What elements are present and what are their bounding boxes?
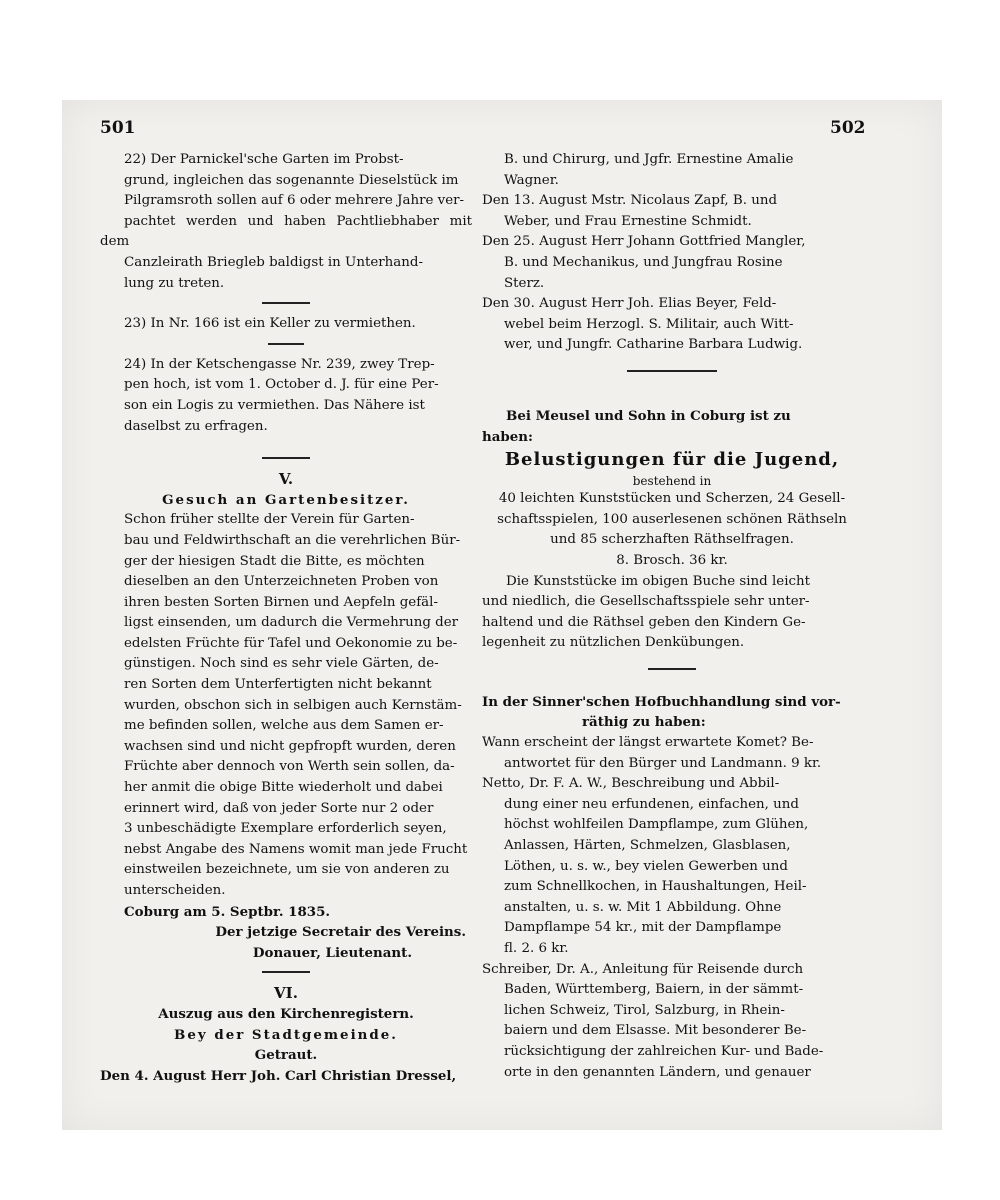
sinner-intro — [482, 692, 862, 733]
book-entry-netto — [482, 774, 862, 959]
text-line: nebst Angabe des Namens womit man jede Frucht — [124, 841, 468, 857]
marriage-entry — [482, 191, 862, 232]
text-line: webel beim Herzogl. S. Militair, auch Witt- — [504, 316, 794, 332]
text-line: rücksichtigung der zahlreichen Kur- und Bade- — [504, 1043, 824, 1059]
left-column — [100, 150, 472, 1086]
text-line: edelsten Früchte für Tafel und Oekonomie zu be- — [124, 635, 458, 651]
text-line: son ein Logis zu vermiethen. Das Nähere ist — [124, 397, 425, 413]
text-line: dung einer neu erfundenen, einfachen, und — [504, 796, 799, 812]
text-line: daselbst zu erfragen. — [124, 418, 268, 434]
text-line: 3 unbeschädigte Exemplare erforderlich seyen, — [124, 821, 447, 837]
marriage-entry — [482, 150, 862, 191]
text-line: Die Kunststücke im obigen Buche sind leicht — [506, 573, 810, 589]
text-line: Baden, Württemberg, Baiern, in der sämmt- — [504, 982, 804, 998]
text-line: Schon früher stellte der Verein für Garten- — [124, 512, 415, 528]
text-line: pen hoch, ist vom 1. October d. J. für eine Per- — [124, 377, 439, 393]
text-line: erinnert wird, daß von jeder Sorte nur 2 oder — [124, 800, 434, 816]
text-line: Netto, Dr. F. A. W., Beschreibung und Abbil- — [482, 776, 780, 792]
text-line: ligst einsenden, um dadurch die Vermehrung der — [124, 615, 459, 631]
section-number-vi: VI. — [274, 984, 298, 1003]
text-line: haltend und die Räthsel geben den Kindern Ge- — [482, 614, 806, 630]
text-line: legenheit zu nützlichen Denkübungen. — [482, 635, 745, 651]
marriage-entry — [482, 232, 862, 294]
text-line: Pilgramsroth sollen auf 6 oder mehrere Jahre ver- — [124, 193, 465, 209]
text-line: Den 25. August Herr Johann Gottfried Mangler, — [482, 234, 806, 250]
subsection-title: Bey der Stadtgemeinde. — [174, 1026, 398, 1043]
text-line: wer, und Jungfr. Catharine Barbara Ludwig. — [504, 337, 803, 353]
meusel-intro — [482, 406, 862, 447]
divider — [627, 370, 717, 372]
text-line: Anlassen, Härten, Schmelzen, Glasblasen, — [504, 838, 791, 854]
date-line: Coburg am 5. Septbr. 1835. — [124, 903, 331, 920]
page-number-right: 502 — [830, 118, 866, 138]
book-entry-komet — [482, 733, 862, 774]
signature-title: Der jetzige Secretair des Vereins. — [215, 924, 466, 941]
notice-24 — [100, 355, 472, 437]
text-line: bau und Feldwirthschaft an die verehrlichen Bür- — [124, 532, 461, 548]
text-line: 24) In der Ketschengasse Nr. 239, zwey Trep- — [124, 356, 435, 372]
text-line: und niedlich, die Gesellschaftsspiele sehr unter- — [482, 594, 810, 610]
text-line: haben: — [482, 428, 533, 445]
text-line: 22) Der Parnickel'sche Garten im Probst- — [124, 152, 404, 167]
text-line: günstigen. Noch sind es sehr viele Gärten, de- — [124, 656, 439, 672]
text-line: In der Sinner'schen Hofbuchhandlung sind vor- — [482, 693, 841, 710]
text-line: antwortet für den Bürger und Landmann. 9 kr. — [504, 755, 822, 771]
marriage-entry-first: Den 4. August Herr Joh. Carl Christian Dressel, — [100, 1067, 457, 1084]
text-line: und 85 scherzhaften Räthselfragen. — [550, 532, 794, 548]
book-entry-schreiber — [482, 960, 862, 1084]
text-line: lichen Schweiz, Tirol, Salzburg, in Rhein- — [504, 1002, 785, 1018]
text-line: anstalten, u. s. w. Mit 1 Abbildung. Ohne — [504, 899, 782, 915]
divider — [268, 343, 304, 345]
text-line: ren Sorten dem Unterfertigten nicht bekannt — [124, 677, 432, 693]
notice-23: 23) In Nr. 166 ist ein Keller zu vermiethen. — [124, 316, 416, 332]
text-line: 40 leichten Kunststücken und Scherzen, 24 Gesell- — [498, 491, 846, 507]
text-line: B. und Mechanikus, und Jungfrau Rosine — [504, 254, 783, 270]
divider — [262, 302, 310, 304]
text-line: Löthen, u. s. w., bey vielen Gewerben und — [504, 858, 788, 874]
gesuch-paragraph — [100, 510, 472, 901]
text-line: her anmit die obige Bitte wiederholt und dabei — [124, 780, 443, 796]
text-line: fl. 2. 6 kr. — [504, 941, 569, 956]
text-line: Früchte aber dennoch von Werth sein sollen, da- — [124, 759, 455, 775]
text-line: B. und Chirurg, und Jgfr. Ernestine Amalie — [504, 152, 794, 167]
text-line: unterscheiden. — [124, 883, 226, 898]
text-line: räthig zu haben: — [582, 714, 706, 731]
book-description — [482, 572, 862, 654]
getraut-heading: Getraut. — [254, 1047, 318, 1064]
text-line: pachtet werden und haben Pachtliebhaber mit dem — [100, 213, 472, 250]
text-line: Den 30. August Herr Joh. Elias Beyer, Feld- — [482, 296, 777, 312]
text-line: bestehend in — [632, 474, 712, 489]
text-line: 8. Brosch. 36 kr. — [616, 552, 728, 568]
notice-22 — [100, 150, 472, 294]
marriage-entry — [482, 294, 862, 356]
signature-name: Donauer, Lieutenant. — [252, 944, 412, 961]
text-line: Bei Meusel und Sohn in Coburg ist zu — [506, 407, 791, 424]
book-title: Belustigungen für die Jugend, — [504, 449, 840, 471]
text-line: Dampflampe 54 kr., mit der Dampflampe — [504, 920, 782, 936]
text-line: Weber, und Frau Ernestine Schmidt. — [504, 213, 752, 229]
divider — [262, 457, 310, 459]
text-line: ihren besten Sorten Birnen und Aepfeln gefäl- — [124, 594, 438, 610]
text-line: me befinden sollen, welche aus dem Samen er- — [124, 718, 444, 734]
text-line: wachsen sind und nicht gepfropft wurden, deren — [124, 738, 456, 754]
section-number-v: V. — [278, 470, 294, 489]
text-line: Den 13. August Mstr. Nicolaus Zapf, B. und — [482, 193, 778, 209]
text-line: Canzleirath Briegleb baldigst in Unterhand- — [124, 254, 423, 270]
text-line: orte in den genannten Ländern, und genauer — [504, 1064, 811, 1080]
text-line: wurden, obschon sich in selbigen auch Kernstäm- — [124, 697, 462, 713]
divider — [648, 668, 696, 670]
text-line: Wagner. — [504, 172, 559, 188]
divider — [262, 971, 310, 973]
text-line: Schreiber, Dr. A., Anleitung für Reisende durch — [482, 961, 804, 977]
page-number-left: 501 — [100, 118, 136, 138]
section-title-vi: Auszug aus den Kirchenregistern. — [158, 1005, 414, 1022]
text-line: höchst wohlfeilen Dampflampe, zum Glühen, — [504, 817, 809, 833]
text-line: schaftsspielen, 100 auserlesenen schönen Räthseln — [497, 511, 847, 527]
text-line: grund, ingleichen das sogenannte Dieselstück im — [124, 172, 459, 188]
text-line: baiern und dem Elsasse. Mit besonderer Be- — [504, 1023, 807, 1039]
text-line: dieselben an den Unterzeichneten Proben von — [124, 574, 439, 590]
text-line: Sterz. — [504, 275, 545, 291]
section-title-v: Gesuch an Gartenbesitzer. — [162, 491, 410, 508]
right-column — [482, 150, 862, 1083]
text-line: ger der hiesigen Stadt die Bitte, es möchten — [124, 553, 425, 569]
text-line: einstweilen bezeichnete, um sie von anderen zu — [124, 862, 450, 878]
book-subtitle — [482, 473, 862, 571]
text-line: Wann erscheint der längst erwartete Komet? Be- — [482, 735, 814, 751]
text-line: zum Schnellkochen, in Haushaltungen, Heil- — [504, 879, 807, 895]
text-line: lung zu treten. — [124, 275, 225, 291]
